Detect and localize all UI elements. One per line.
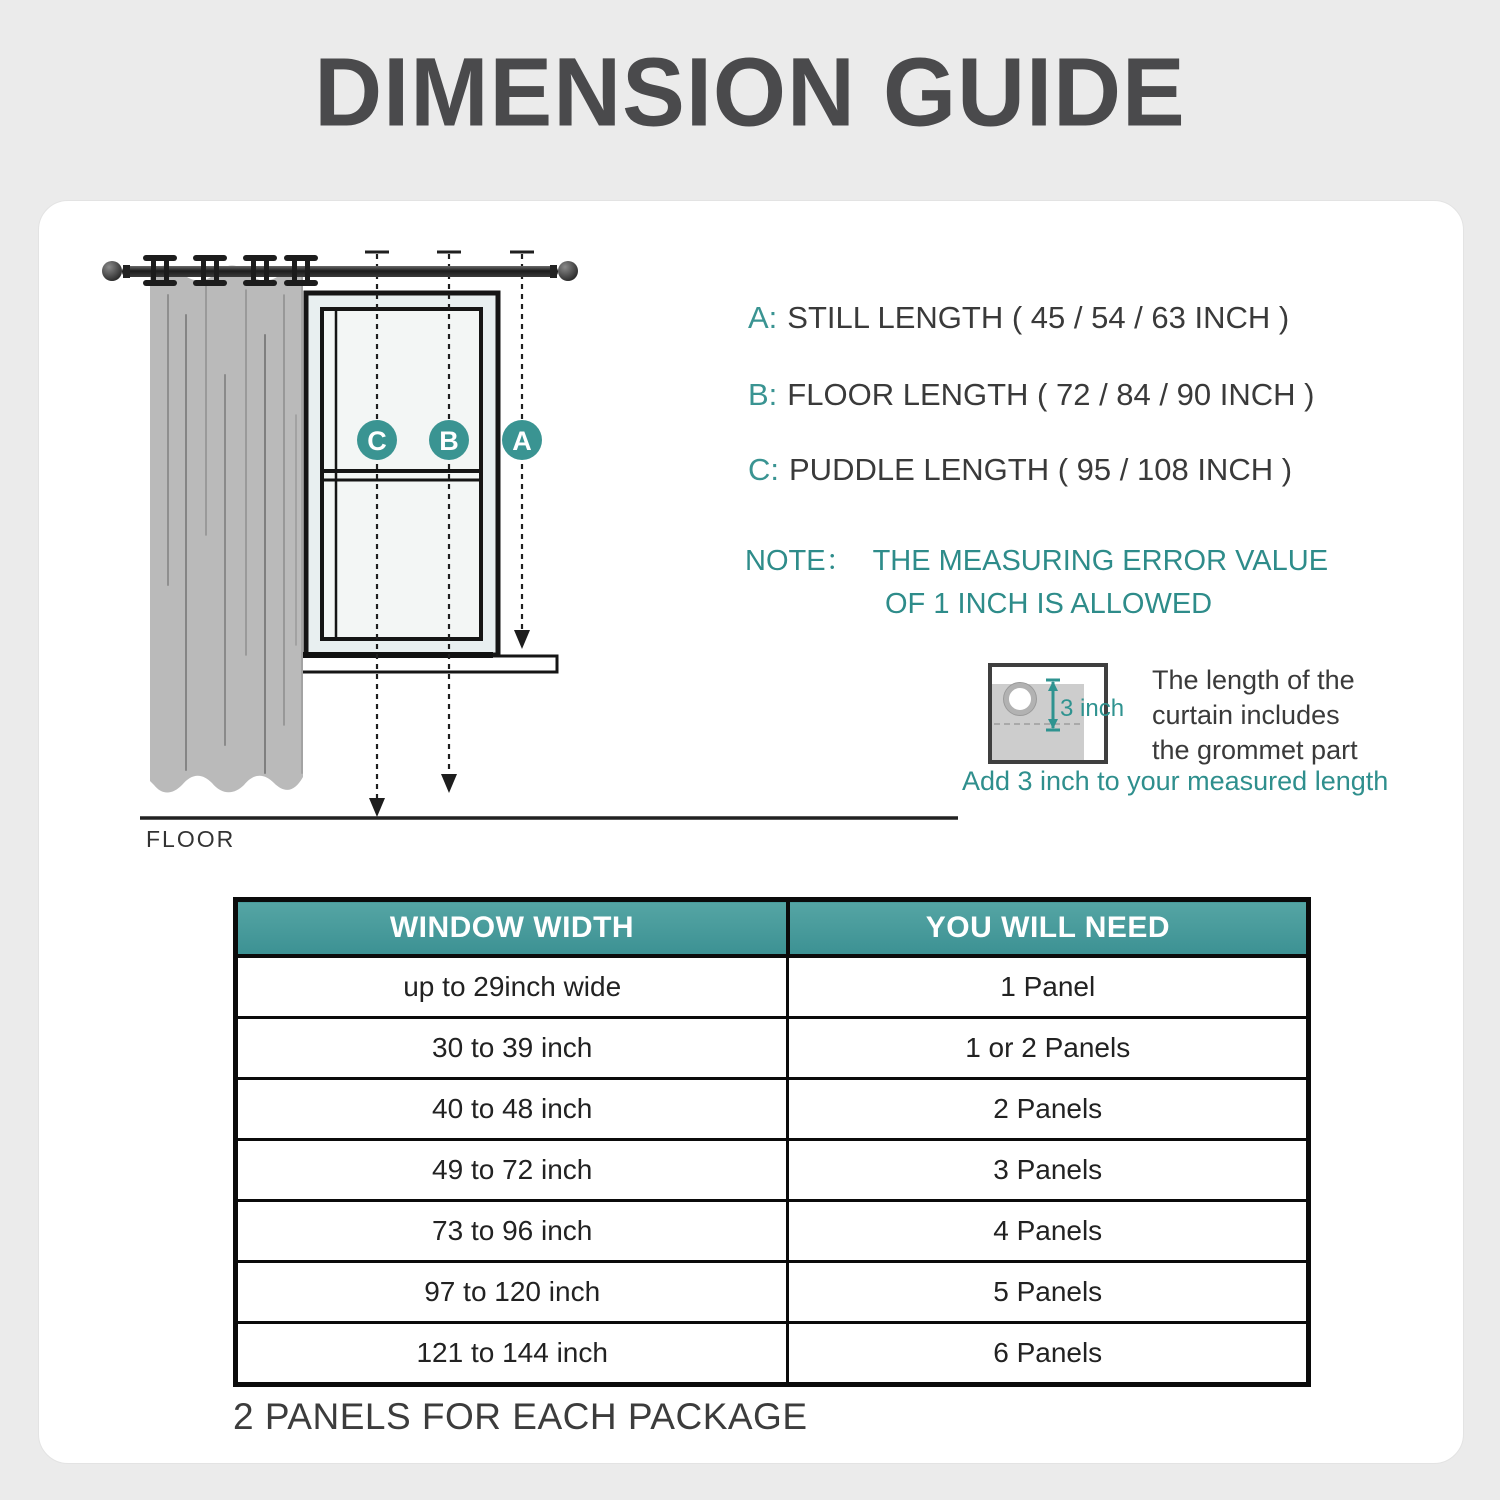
- cell-width: up to 29inch wide: [236, 956, 788, 1018]
- note-prefix: NOTE：: [745, 545, 855, 577]
- cell-panels: 5 Panels: [788, 1262, 1309, 1323]
- spec-still-length: [748, 300, 1289, 336]
- grommet-ring-icon: [1004, 683, 1036, 715]
- grommet-figure: [988, 663, 1125, 764]
- panel-count-table: [233, 897, 1311, 1387]
- cell-width: 121 to 144 inch: [236, 1323, 788, 1385]
- curtain-rod: [102, 255, 578, 286]
- table-row: [236, 1140, 1309, 1201]
- spec-puddle-length: [748, 452, 1292, 488]
- table-row: [236, 1323, 1309, 1385]
- rod-finial-left: [102, 261, 122, 281]
- window-sill: [298, 652, 557, 672]
- marker-a-label: A: [512, 426, 532, 456]
- grommet-stitch-line: [994, 723, 1080, 725]
- table-header-row: [236, 900, 1309, 957]
- spec-c-text: PUDDLE LENGTH ( 95 / 108 INCH ): [789, 452, 1293, 487]
- cell-panels: 1 Panel: [788, 956, 1309, 1018]
- note-line-2: OF 1 INCH IS ALLOWED: [885, 588, 1213, 620]
- grommet-description: [1152, 663, 1358, 768]
- window: [306, 293, 498, 655]
- cell-panels: 2 Panels: [788, 1079, 1309, 1140]
- spec-b-prefix: B:: [748, 377, 778, 412]
- cell-width: 97 to 120 inch: [236, 1262, 788, 1323]
- grommet-desc-line-1: The length of the: [1152, 665, 1355, 695]
- spec-a-text: STILL LENGTH ( 45 / 54 / 63 INCH ): [787, 300, 1290, 335]
- table-row: [236, 1079, 1309, 1140]
- note-line-1: [745, 538, 1328, 579]
- cell-width: 40 to 48 inch: [236, 1079, 788, 1140]
- table-row: [236, 1018, 1309, 1079]
- package-note: 2 PANELS FOR EACH PACKAGE: [233, 1396, 808, 1437]
- cell-panels: 1 or 2 Panels: [788, 1018, 1309, 1079]
- spec-floor-length: [748, 377, 1314, 413]
- grommet-tip: Add 3 inch to your measured length: [962, 766, 1389, 796]
- grommet-desc-line-2: curtain includes: [1152, 700, 1340, 730]
- header-you-will-need: YOU WILL NEED: [788, 900, 1309, 957]
- grommet-measure-label: 3 inch: [1060, 695, 1125, 722]
- measurement-markers: [357, 420, 542, 460]
- spec-b-text: FLOOR LENGTH ( 72 / 84 / 90 INCH ): [787, 377, 1315, 412]
- cell-panels: 6 Panels: [788, 1323, 1309, 1385]
- cell-width: 30 to 39 inch: [236, 1018, 788, 1079]
- table-row: [236, 956, 1309, 1018]
- grommet-desc-line-3: the grommet part: [1152, 735, 1358, 765]
- floor-label: FLOOR: [146, 826, 236, 852]
- marker-c-label: C: [367, 426, 387, 456]
- table-row: [236, 1262, 1309, 1323]
- header-window-width: WINDOW WIDTH: [236, 900, 788, 957]
- curtain: [150, 266, 303, 793]
- table-row: [236, 1201, 1309, 1262]
- marker-b-label: B: [439, 426, 459, 456]
- cell-panels: 4 Panels: [788, 1201, 1309, 1262]
- page-title: DIMENSION GUIDE: [314, 36, 1186, 147]
- cell-width: 49 to 72 inch: [236, 1140, 788, 1201]
- spec-a-prefix: A:: [748, 300, 778, 335]
- cell-width: 73 to 96 inch: [236, 1201, 788, 1262]
- cell-panels: 3 Panels: [788, 1140, 1309, 1201]
- spec-c-prefix: C:: [748, 452, 779, 487]
- rod-finial-right: [558, 261, 578, 281]
- note-text-1: THE MEASURING ERROR VALUE: [872, 545, 1329, 577]
